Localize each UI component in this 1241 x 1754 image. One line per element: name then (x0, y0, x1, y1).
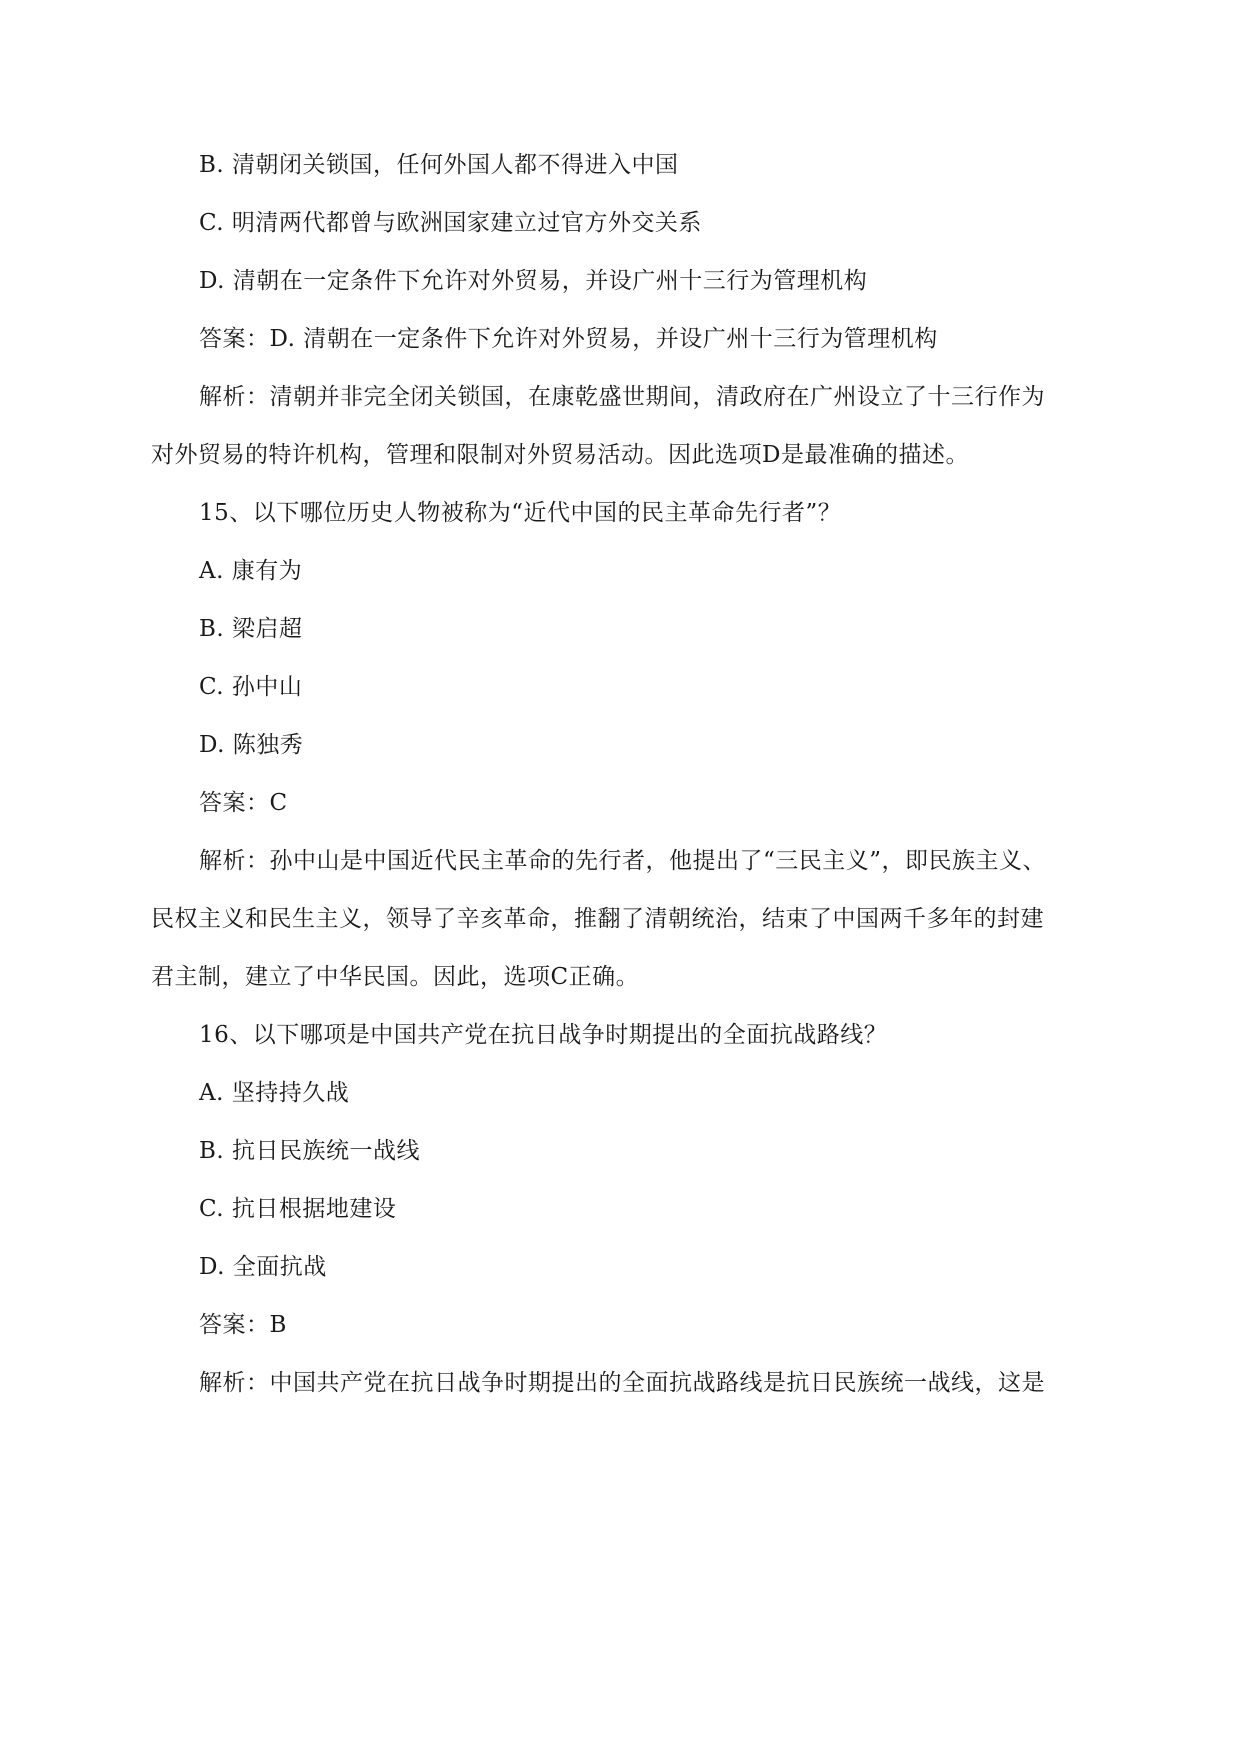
question-16-text: 16、以下哪项是中国共产党在抗日战争时期提出的全面抗战路线？ (199, 1022, 888, 1048)
option-b-text: B. 清朝闭关锁国，任何外国人都不得进入中国 (199, 152, 679, 178)
explanation-text-continued: 对外贸易的特许机构，管理和限制对外贸易活动。因此选项D是最准确的描述。 (151, 442, 969, 468)
question-15-explanation-line-3: 君主制，建立了中华民国。因此，选项C正确。 (151, 964, 640, 990)
question-15-text: 15、以下哪位历史人物被称为“近代中国的民主革命先行者”？ (199, 500, 842, 526)
question-16-option-c: C. 抗日根据地建设 (199, 1196, 397, 1222)
question-15-option-b: B. 梁启超 (199, 616, 303, 642)
question-16-answer: 答案：B (199, 1312, 287, 1338)
option-d-text: D. 清朝在一定条件下允许对外贸易，并设广州十三行为管理机构 (199, 268, 868, 294)
option-c-text: C. 明清两代都曾与欧洲国家建立过官方外交关系 (199, 210, 702, 236)
question-16-option-a: A. 坚持持久战 (199, 1080, 350, 1106)
question-15-explanation-line-2: 民权主义和民生主义，领导了辛亥革命，推翻了清朝统治，结束了中国两千多年的封建 (151, 906, 1044, 932)
question-15-option-d: D. 陈独秀 (199, 732, 304, 758)
question-15-explanation: 解析：孙中山是中国近代民主革命的先行者，他提出了“三民主义”，即民族主义、 (199, 848, 1047, 874)
answer-text: 答案：D. 清朝在一定条件下允许对外贸易，并设广州十三行为管理机构 (199, 326, 938, 352)
question-15-option-a: A. 康有为 (199, 558, 303, 584)
question-15-option-c: C. 孙中山 (199, 674, 303, 700)
question-15-answer: 答案：C (199, 790, 288, 816)
question-16-option-d: D. 全面抗战 (199, 1254, 327, 1280)
explanation-text: 解析：清朝并非完全闭关锁国，在康乾盛世期间，清政府在广州设立了十三行作为 (199, 384, 1045, 410)
question-16-option-b: B. 抗日民族统一战线 (199, 1138, 421, 1164)
question-16-explanation: 解析：中国共产党在抗日战争时期提出的全面抗战路线是抗日民族统一战线，这是 (199, 1370, 1045, 1396)
